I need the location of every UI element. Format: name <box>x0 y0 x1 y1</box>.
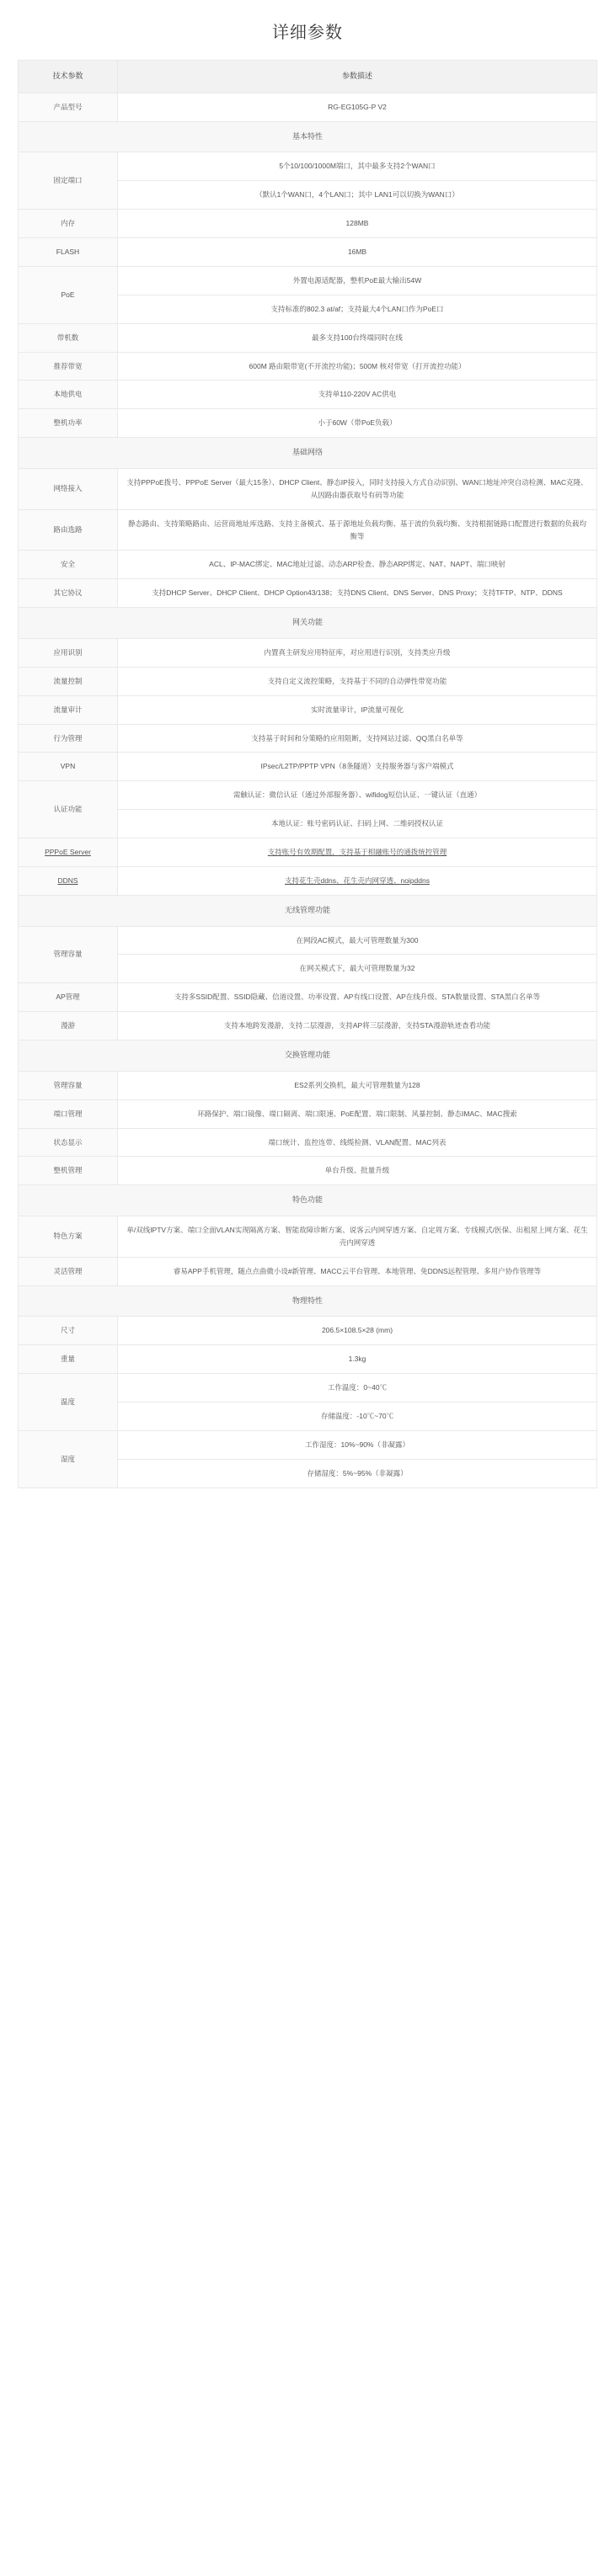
param-label: 管理容量 <box>19 926 118 983</box>
section-row <box>19 1041 597 1072</box>
param-label: 固定端口 <box>19 152 118 210</box>
param-value: 存储温度：-10℃~70℃ <box>118 1402 597 1431</box>
param-value: 存储湿度：5%~95%（非凝露） <box>118 1459 597 1488</box>
spec-table <box>18 60 597 1488</box>
table-row <box>19 695 597 724</box>
param-value: 在网关模式下，最大可管理数量为32 <box>118 955 597 983</box>
param-label: 行为管理 <box>19 724 118 753</box>
param-value: 支持自定义流控策略，支持基于不同的自动弹性带宽功能 <box>118 667 597 695</box>
table-row <box>19 1128 597 1157</box>
section-row <box>19 1285 597 1317</box>
param-value: 支持DHCP Server、DHCP Client、DHCP Option43/138；支持DNS Client、DNS Server、DNS Proxy；支持TFTP、NTP、DDNS <box>118 579 597 608</box>
param-label: 内存 <box>19 210 118 238</box>
section-title: 无线管理功能 <box>19 895 597 926</box>
param-label: 管理容量 <box>19 1071 118 1099</box>
param-value: 单台升级、批量升级 <box>118 1157 597 1185</box>
table-row <box>19 926 597 955</box>
param-value: 支持花生壳ddns、花生壳内网穿透、noipddns <box>118 866 597 895</box>
param-label: 应用识别 <box>19 638 118 667</box>
param-value: ES2系列交换机，最大可管理数量为128 <box>118 1071 597 1099</box>
param-value: ACL、IP-MAC绑定、MAC地址过滤、动态ARP检查、静态ARP绑定、NAT、NAPT、端口映射 <box>118 551 597 579</box>
param-value: 1.3kg <box>118 1345 597 1374</box>
param-label: 安全 <box>19 551 118 579</box>
spec-table-body <box>19 61 597 1488</box>
table-header-row <box>19 61 597 93</box>
section-row <box>19 1185 597 1216</box>
page-title: 详细参数 <box>272 24 343 42</box>
param-label: 尺寸 <box>19 1317 118 1345</box>
param-value: 支持本地跨发漫游，支持二层漫游，支持AP将三层漫游，支持STA漫游轨迹查看功能 <box>118 1012 597 1041</box>
param-label: 整机功率 <box>19 409 118 438</box>
param-label: 产品型号 <box>19 93 118 121</box>
table-row <box>19 1071 597 1099</box>
section-title: 交换管理功能 <box>19 1041 597 1072</box>
param-value: 600M 路由限带宽(不开流控功能)；500M 核对带宽（打开流控功能） <box>118 352 597 381</box>
table-row <box>19 838 597 867</box>
table-row <box>19 266 597 295</box>
param-value: 支持账号有效期配置，支持基于相融账号的通拨统控管理 <box>118 838 597 867</box>
param-value: 单/双线IPTV方案、端口全面VLAN实现隔离方案、智能故障诊断方案、说客云内网穿透方案、自定周方案、专线模式/医保、出租屋上网方案、花生壳内网穿透 <box>118 1216 597 1258</box>
table-row <box>19 638 597 667</box>
section-row <box>19 608 597 639</box>
param-value: 实时流量审计，IP流量可视化 <box>118 695 597 724</box>
table-row <box>19 468 597 509</box>
param-label: 认证功能 <box>19 781 118 838</box>
param-label: 端口管理 <box>19 1099 118 1128</box>
param-value: 需触认证：微信认证（通过外部服务器）、wifidog短信认证、一键认证（直通） <box>118 781 597 810</box>
param-label: 重量 <box>19 1345 118 1374</box>
param-label: 本地供电 <box>19 381 118 409</box>
param-value: IPsec/L2TP/PPTP VPN（8条隧道）支持服务器与客户端模式 <box>118 753 597 781</box>
param-label: PoE <box>19 266 118 323</box>
param-label: FLASH <box>19 238 118 267</box>
table-row <box>19 509 597 551</box>
param-value: 本地认证：账号密码认证、扫码上网、二维码授权认证 <box>118 810 597 838</box>
param-label: AP管理 <box>19 983 118 1012</box>
header-cell-tech-param: 技术参数 <box>19 61 118 93</box>
param-label: 状态显示 <box>19 1128 118 1157</box>
param-value: 最多支持100台终端同时在线 <box>118 323 597 352</box>
section-title: 特色功能 <box>19 1185 597 1216</box>
table-row <box>19 667 597 695</box>
table-row <box>19 579 597 608</box>
section-title: 物理特性 <box>19 1285 597 1317</box>
param-value: 小于60W（带PoE负载） <box>118 409 597 438</box>
param-value: （默认1个WAN口，4个LAN口；其中 LAN1可以切换为WAN口） <box>118 181 597 210</box>
table-row <box>19 753 597 781</box>
header-cell-description: 参数描述 <box>118 61 597 93</box>
param-value: 睿易APP手机管理，随点点曲微小设#新管理、MACC云平台管理、本地管理、免DDNS远程管理、多用户协作管理等 <box>118 1257 597 1285</box>
param-label: PPPoE Server <box>19 838 118 867</box>
table-row <box>19 1157 597 1185</box>
table-row <box>19 983 597 1012</box>
table-row <box>19 381 597 409</box>
param-label: 湿度 <box>19 1430 118 1488</box>
table-row <box>19 1012 597 1041</box>
section-row <box>19 438 597 469</box>
param-label: 带机数 <box>19 323 118 352</box>
table-row <box>19 409 597 438</box>
section-title: 基本特性 <box>19 121 597 152</box>
param-value: 支持单110-220V AC供电 <box>118 381 597 409</box>
section-title: 网关功能 <box>19 608 597 639</box>
table-row <box>19 1099 597 1128</box>
table-row <box>19 724 597 753</box>
param-value: 206.5×108.5×28 (mm) <box>118 1317 597 1345</box>
section-row <box>19 895 597 926</box>
table-row <box>19 323 597 352</box>
param-value: 16MB <box>118 238 597 267</box>
table-row <box>19 93 597 121</box>
param-label: 温度 <box>19 1374 118 1431</box>
param-label: 漫游 <box>19 1012 118 1041</box>
param-label: 推荐带宽 <box>19 352 118 381</box>
param-value: 5个10/100/1000M端口，其中最多支持2个WAN口 <box>118 152 597 181</box>
param-label: VPN <box>19 753 118 781</box>
table-row <box>19 551 597 579</box>
table-row <box>19 210 597 238</box>
table-row <box>19 238 597 267</box>
table-row <box>19 1257 597 1285</box>
param-label: 流量审计 <box>19 695 118 724</box>
table-row <box>19 1374 597 1402</box>
table-row <box>19 1430 597 1459</box>
param-value: RG-EG105G-P V2 <box>118 93 597 121</box>
param-value: 工作温度：0~40℃ <box>118 1374 597 1402</box>
param-label: 流量控制 <box>19 667 118 695</box>
param-value: 支持基于时间和分策略的应用阻断，支持网站过滤、QQ黑白名单等 <box>118 724 597 753</box>
param-value: 支持多SSID配置、SSID隐藏、信道设置、功率设置、AP有线口设置、AP在线升级、STA数量设置、STA黑白名单等 <box>118 983 597 1012</box>
table-row <box>19 352 597 381</box>
param-label: 其它协议 <box>19 579 118 608</box>
table-row <box>19 1345 597 1374</box>
param-value: 静态路由、支持策略路由、运营商地址库选路、支持主备模式、基于源地址负载均衡、基于流的负载均衡、支持根据链路口配置进行数据的负载均衡等 <box>118 509 597 551</box>
param-value: 支持PPPoE拨号、PPPoE Server（最大15条）、DHCP Client、静态IP接入，同时支持接入方式自动识别、WAN口地址冲突自动检测、MAC克隆、从因路由器获取号有码等功能 <box>118 468 597 509</box>
param-value: 端口统计、监控连带、线缆检测、VLAN配置、MAC列表 <box>118 1128 597 1157</box>
table-row <box>19 1317 597 1345</box>
param-value: 工作湿度：10%~90%（非凝露） <box>118 1430 597 1459</box>
param-value: 环路保护、端口镜像、端口隔离、端口限速、PoE配置、端口限制、风暴控制、静态IMAC、MAC搜索 <box>118 1099 597 1128</box>
param-value: 在网段AC模式，最大可管理数量为300 <box>118 926 597 955</box>
param-label: DDNS <box>19 866 118 895</box>
param-label: 路由选路 <box>19 509 118 551</box>
param-label: 特色方案 <box>19 1216 118 1258</box>
table-row <box>19 866 597 895</box>
param-value: 128MB <box>118 210 597 238</box>
param-value: 内置真主研发应用特征库，对应用进行识别，支持类应升级 <box>118 638 597 667</box>
table-row <box>19 1216 597 1258</box>
param-label: 灵活管理 <box>19 1257 118 1285</box>
table-row <box>19 152 597 181</box>
section-row <box>19 121 597 152</box>
param-value: 支持标准的802.3 at/af；支持最大4个LAN口作为PoE口 <box>118 295 597 323</box>
section-title: 基础网络 <box>19 438 597 469</box>
param-value: 外置电源适配器，整机PoE最大输出54W <box>118 266 597 295</box>
table-row <box>19 781 597 810</box>
param-label: 整机管理 <box>19 1157 118 1185</box>
param-label: 网络接入 <box>19 468 118 509</box>
